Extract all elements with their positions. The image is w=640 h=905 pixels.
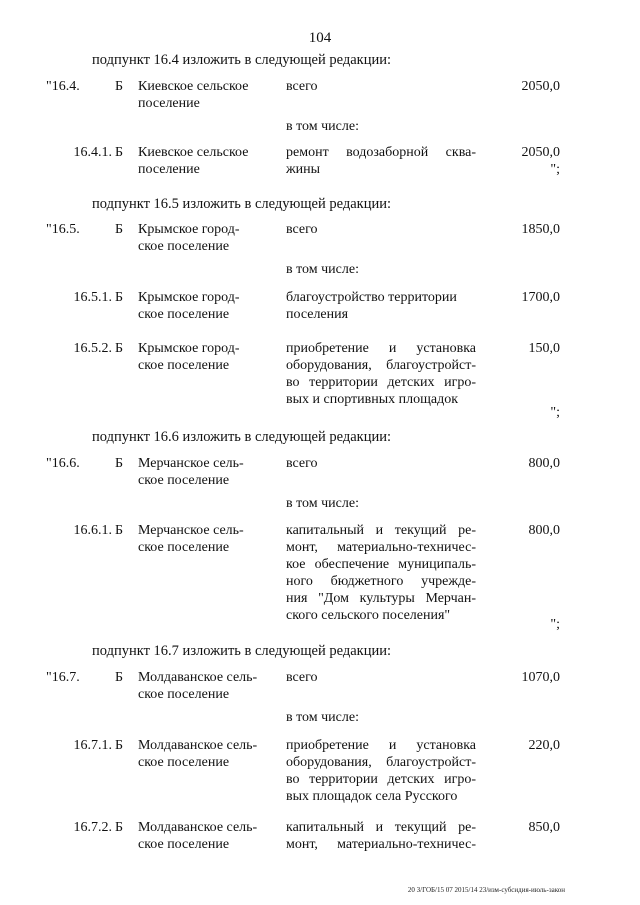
item-number: 16.5.2.: [73, 341, 112, 356]
closing-quote: ";: [550, 405, 560, 420]
item-type: Б: [115, 820, 124, 835]
item-number: 16.5.1.: [73, 290, 112, 305]
closing-quote: ";: [550, 617, 560, 632]
section-heading: подпункт 16.7 изложить в следующей редакции:: [92, 643, 392, 659]
item-description: приобретение и установка оборудования, благоустройст- во территории детских игро- вых и спортивных площадок: [286, 341, 476, 407]
footer-file-reference: 20 З/ГОБ/15 07 2015/14 23/изм-субсидия-июль-закон: [407, 886, 565, 894]
item-type: Б: [115, 670, 124, 685]
item-number: "16.5.: [46, 222, 80, 237]
item-amount: 800,0: [528, 523, 560, 538]
item-type: Б: [115, 738, 124, 753]
item-number: 16.7.2.: [73, 820, 112, 835]
closing-quote: ";: [550, 162, 560, 177]
item-type: Б: [115, 79, 124, 94]
item-type: Б: [115, 222, 124, 237]
item-type: Б: [115, 290, 124, 305]
item-number: 16.4.1.: [73, 145, 112, 160]
item-type: Б: [115, 145, 124, 160]
item-amount: 1850,0: [521, 222, 560, 237]
item-number: 16.7.1.: [73, 738, 112, 753]
item-type: Б: [115, 523, 124, 538]
item-type: Б: [115, 341, 124, 356]
recipient-name: Мерчанское сель- ское поселение: [138, 456, 244, 488]
recipient-name: Молдаванское сель- ское поселение: [138, 670, 258, 702]
item-number: "16.7.: [46, 670, 80, 685]
item-description: всего: [286, 456, 318, 471]
recipient-name: Крымское город- ское поселение: [138, 222, 240, 254]
item-amount: 1700,0: [521, 290, 560, 305]
item-amount: 150,0: [528, 341, 560, 356]
recipient-name: Мерчанское сель- ское поселение: [138, 523, 244, 555]
including-label: в том числе:: [286, 119, 359, 134]
recipient-name: Крымское город- ское поселение: [138, 341, 240, 373]
item-amount: 2050,0: [521, 79, 560, 94]
item-amount: 800,0: [528, 456, 560, 471]
item-number: 16.6.1.: [73, 523, 112, 538]
item-number: "16.6.: [46, 456, 80, 471]
item-description: приобретение и установка оборудования, благоустройст- во территории детских игро- вых площадок села Русского: [286, 738, 476, 804]
section-heading: подпункт 16.6 изложить в следующей редакции:: [92, 429, 392, 445]
item-amount: 2050,0: [521, 145, 560, 160]
item-amount: 1070,0: [521, 670, 560, 685]
recipient-name: Молдаванское сель- ское поселение: [138, 738, 258, 770]
including-label: в том числе:: [286, 710, 359, 725]
item-description: ремонт водозаборной сква- жины: [286, 145, 476, 177]
item-type: Б: [115, 456, 124, 471]
section-heading: подпункт 16.5 изложить в следующей редакции:: [92, 196, 392, 212]
item-description: капитальный и текущий ре- монт, материально-техничес- кое обеспечение муниципаль- ного бюджетного учрежде- ния "Дом культуры Мерчан- ского сельского поселения": [286, 523, 476, 623]
item-description: капитальный и текущий ре- монт, материально-техничес-: [286, 820, 476, 852]
item-description: всего: [286, 79, 318, 94]
recipient-name: Киевское сельское поселение: [138, 79, 249, 111]
item-description: всего: [286, 670, 318, 685]
item-amount: 220,0: [528, 738, 560, 753]
item-amount: 850,0: [528, 820, 560, 835]
recipient-name: Киевское сельское поселение: [138, 145, 249, 177]
recipient-name: Крымское город- ское поселение: [138, 290, 240, 322]
item-description: благоустройство территории поселения: [286, 290, 457, 322]
page-number: 104: [308, 30, 332, 46]
item-description: всего: [286, 222, 318, 237]
including-label: в том числе:: [286, 496, 359, 511]
section-heading: подпункт 16.4 изложить в следующей редакции:: [92, 52, 392, 68]
item-number: "16.4.: [46, 79, 80, 94]
including-label: в том числе:: [286, 262, 359, 277]
recipient-name: Молдаванское сель- ское поселение: [138, 820, 258, 852]
